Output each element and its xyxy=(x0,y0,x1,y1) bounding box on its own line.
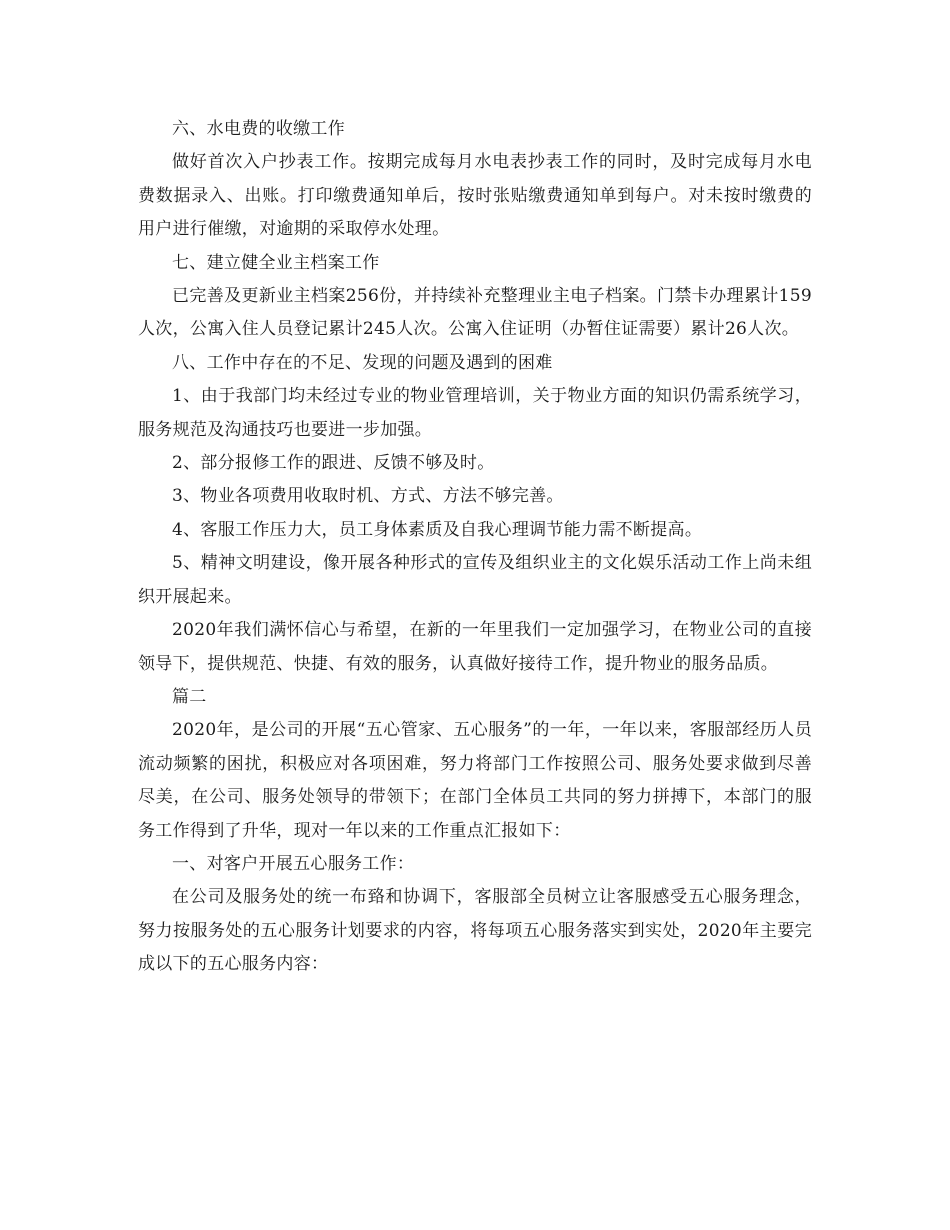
paragraph-annual-intro: 2020年，是公司的开展“五心管家、五心服务”的一年，一年以来，客服部经历人员流动频繁的困扰，积极应对各项困难，努力将部门工作按照公司、服务处要求做到尽善尽美，在公司、服务处领导的带领下；在部门全体员工共同的努力拼搏下，本部门的服务工作得到了升华，现对一年以来的工作重点汇报如下： xyxy=(138,720,812,841)
paragraph-utility-fees: 做好首次入户抄表工作。按期完成每月水电表抄表工作的同时，及时完成每月水电费数据录入、出账。打印缴费通知单后，按时张贴缴费通知单到每户。对未按时缴费的用户进行催缴，对逾期的采取停水处理。 xyxy=(138,152,812,240)
list-item-shortcoming-2: 2、部分报修工作的跟进、反馈不够及时。 xyxy=(172,453,495,474)
paragraph-owner-archives: 已完善及更新业主档案256份，并持续补充整理业主电子档案。门禁卡办理累计159人次，公寓入住人员登记累计245人次。公寓入住证明（办暂住证需要）累计26人次。 xyxy=(138,286,812,340)
section-heading-utility-fees: 六、水电费的收缴工作 xyxy=(172,119,345,139)
list-item-shortcoming-1: 1、由于我部门均未经过专业的物业管理培训，关于物业方面的知识仍需系统学习，服务规范及沟通技巧也要进一步加强。 xyxy=(138,386,812,440)
paragraph-outlook-2020: 2020年我们满怀信心与希望，在新的一年里我们一定加强学习，在物业公司的直接领导下，提供规范、快捷、有效的服务，认真做好接待工作，提升物业的服务品质。 xyxy=(138,620,812,674)
document-page xyxy=(138,113,812,982)
section-heading-owner-archives: 七、建立健全业主档案工作 xyxy=(172,252,380,273)
list-item-shortcoming-5: 5、精神文明建设，像开展各种形式的宣传及组织业主的文化娱乐活动工作上尚未组织开展起来。 xyxy=(138,553,812,607)
paragraph-five-heart-service: 在公司及服务处的统一布臵和协调下，客服部全员树立让客服感受五心服务理念，努力按服务处的五心服务计划要求的内容，将每项五心服务落实到实处，2020年主要完成以下的五心服务内容： xyxy=(138,887,812,975)
chapter-heading-part-two: 篇二 xyxy=(172,686,207,707)
list-item-shortcoming-4: 4、客服工作压力大，员工身体素质及自我心理调节能力需不断提高。 xyxy=(172,519,703,540)
section-heading-shortcomings: 八、工作中存在的不足、发现的问题及遇到的困难 xyxy=(172,352,553,373)
list-item-shortcoming-3: 3、物业各项费用收取时机、方式、方法不够完善。 xyxy=(172,486,564,507)
section-heading-five-heart-service: 一、对客户开展五心服务工作： xyxy=(172,853,415,874)
